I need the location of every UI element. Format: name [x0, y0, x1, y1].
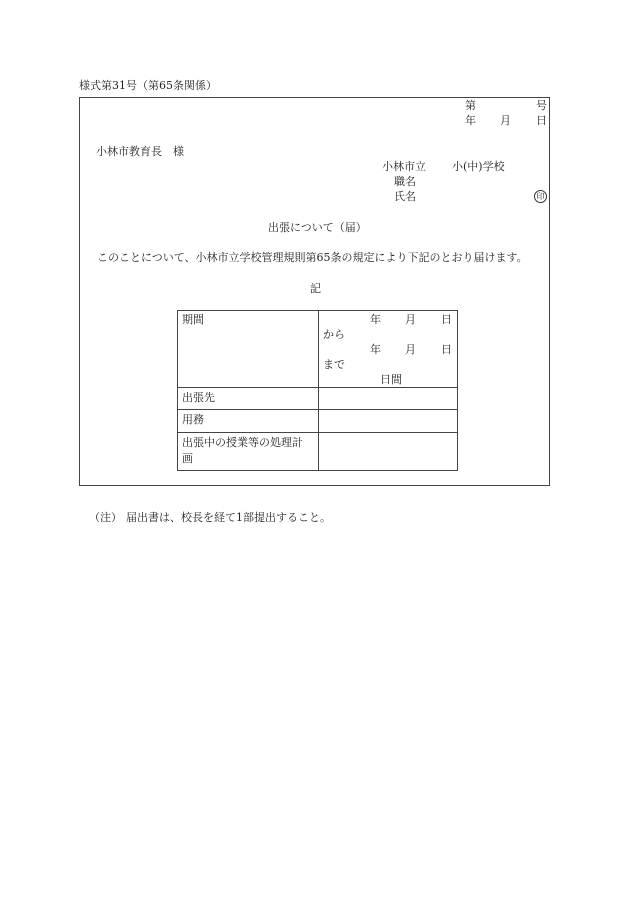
period-days: 日間	[380, 373, 402, 386]
period-end-year: 年	[370, 343, 381, 356]
date-day: 日	[536, 114, 547, 127]
seal-icon: 印	[534, 190, 547, 203]
period-end-month: 月	[405, 343, 416, 356]
table-row-divider	[178, 409, 457, 410]
table-column-divider	[318, 311, 319, 470]
school-prefix: 小林市立	[382, 160, 426, 173]
ki-label: 記	[310, 282, 321, 295]
table-row-divider	[178, 432, 457, 433]
name-label: 氏名	[394, 190, 416, 203]
number-label: 第	[465, 99, 476, 112]
body-text: このことについて、小林市立学校管理規則第65条の規定により下記のとおり届けます。	[97, 251, 528, 264]
note-text: 届出書は、校長を経て1部提出すること。	[126, 511, 331, 524]
purpose-label: 用務	[182, 413, 204, 426]
plan-label-line1: 出張中の授業等の処理計	[182, 436, 303, 449]
position-label: 職名	[394, 175, 416, 188]
addressee: 小林市教育長 様	[96, 145, 184, 158]
period-start-month: 月	[405, 313, 416, 326]
date-year: 年	[465, 114, 476, 127]
destination-label: 出張先	[182, 391, 215, 404]
period-start-year: 年	[370, 313, 381, 326]
school-type: 小(中)学校	[452, 160, 505, 173]
period-from: から	[323, 328, 345, 341]
plan-label-line2: 画	[182, 452, 193, 465]
period-end-day: 日	[441, 343, 452, 356]
number-suffix: 号	[536, 99, 547, 112]
period-label: 期間	[182, 313, 204, 326]
period-start-day: 日	[441, 313, 452, 326]
form-title: 様式第31号（第65条関係）	[79, 79, 217, 92]
document-heading: 出張について（届）	[268, 221, 367, 234]
table-row-divider	[178, 387, 457, 388]
note-prefix: （注）	[89, 511, 122, 524]
date-month: 月	[500, 114, 511, 127]
period-to: まで	[323, 358, 345, 371]
